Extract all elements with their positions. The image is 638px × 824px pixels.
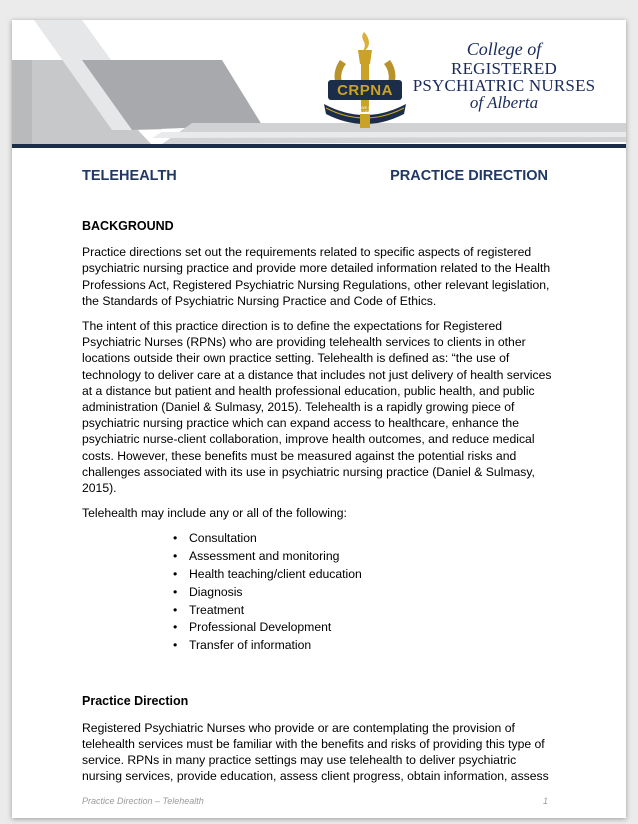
- org-name-line4: of Alberta: [469, 93, 539, 112]
- crpna-logo: [320, 30, 410, 130]
- document-body: [82, 218, 552, 793]
- logo-ribbon-text: TOGETHER WE SHAPE YOUR WELLBEING: [339, 106, 393, 114]
- org-name-line2: REGISTERED: [451, 59, 557, 78]
- background-paragraph-2: The intent of this practice direction is to define the expectations for Registered Psychiatric Nurses (RPNs) who are providing telehealth services to clients in other locations outside their own practice setting. Telehealth is defined as: “the use of technology to deliver care at a distance that includes not just delivery of health services at a distance but patient and health professional education, public health, and public administration (Daniel & Sulmasy, 2015). Telehealth is a rapidly growing piece of psychiatric nursing practice which can expand access to healthcare, enhance the psychiatric nurse-client collaboration, improve health outcomes, and reduce medical costs. However, these benefits must be measured against the potential risks and challenges associated with its use in psychiatric nursing practice (Daniel & Sulmasy, 2015).: [82, 319, 552, 496]
- document-title: TELEHEALTH: [82, 168, 177, 184]
- background-paragraph-1: Practice directions set out the requirements related to specific aspects of registered psychiatric nursing practice and provide more detailed information related to the Health Professions Act, Registered Psychiatric Nursing Regulations, other relevant legislation, the Standards of Psychiatric Nursing Practice and Code of Ethics.: [82, 245, 551, 308]
- document-title-row: [82, 168, 548, 184]
- page-number: 1: [542, 796, 548, 806]
- telehealth-list: [82, 530, 552, 653]
- logo-text: CRPNA: [337, 82, 393, 99]
- background-heading: BACKGROUND: [82, 219, 174, 233]
- list-item: • Health teaching/client education: [189, 566, 552, 582]
- list-item: • Treatment: [189, 602, 552, 618]
- org-name-line3: PSYCHIATRIC NURSES: [412, 76, 596, 95]
- footer-label: Practice Direction – Telehealth: [82, 796, 204, 806]
- practice-direction-paragraph: Registered Psychiatric Nurses who provide or are contemplating the provision of telehealth services must be familiar with the benefits and risks of providing this type of service. RPNs in many practice settings may use telehealth to deliver psychiatric nursing services, provide education, assess client progress, obtain information, assess: [82, 720, 549, 784]
- list-item: • Diagnosis: [189, 584, 552, 600]
- list-item: • Transfer of information: [189, 637, 552, 653]
- document-page: [12, 20, 626, 818]
- organization-name: [404, 40, 604, 111]
- practice-direction-heading: Practice Direction: [82, 694, 189, 709]
- list-item: • Consultation: [189, 530, 552, 546]
- page-footer: [82, 796, 548, 806]
- list-item: • Professional Development: [189, 619, 552, 635]
- org-name-line1: College of: [466, 39, 542, 59]
- list-item: • Assessment and monitoring: [189, 548, 552, 564]
- background-paragraph-3: Telehealth may include any or all of the following:: [82, 506, 347, 521]
- document-type: PRACTICE DIRECTION: [390, 168, 548, 184]
